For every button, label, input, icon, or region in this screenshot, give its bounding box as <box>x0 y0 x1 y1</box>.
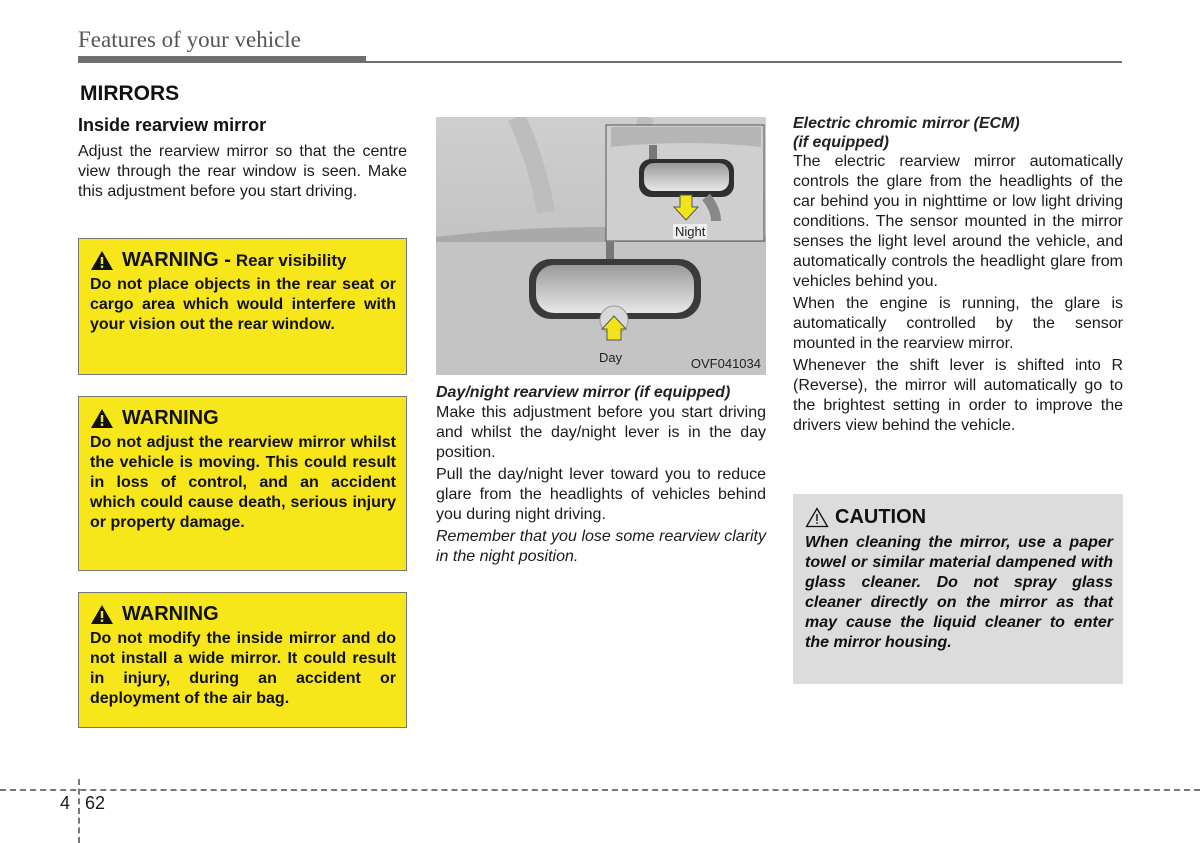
paragraph: Pull the day/night lever toward you to reduce glare from the headlights of vehicles behind you during night driving. <box>436 466 766 523</box>
caution-title-text: CAUTION <box>835 506 927 528</box>
label-night: Night <box>675 224 706 239</box>
warning-body: Do not place objects in the rear seat or cargo area which would interfere with your vision out the rear window. <box>90 276 396 333</box>
warning-body: Do not modify the inside mirror and do not install a wide mirror. It could result in injury, during an accident or deployment of the air bag. <box>90 630 396 707</box>
warning-box-rear-visibility <box>78 238 407 375</box>
caution-triangle-icon <box>805 507 829 528</box>
paragraph: Whenever the shift lever is shifted into R (Reverse), the mirror will automatically go to the brightest setting in order to improve the drivers view behind the vehicle. <box>793 357 1123 434</box>
intro-paragraph: Adjust the rearview mirror so that the centre view through the rear window is seen. Make this adjustment before you start driving. <box>78 143 407 200</box>
warning-box-modify-mirror <box>78 592 407 728</box>
warning-title-text: WARNING <box>122 603 219 625</box>
warning-triangle-icon <box>90 408 114 429</box>
mirror-photo-drawing <box>436 117 766 375</box>
photo-code: OVF041034 <box>690 356 761 371</box>
header-title: Features of your vehicle <box>78 27 301 52</box>
header-rule <box>366 61 1122 63</box>
warning-title <box>90 249 396 272</box>
ecm-heading: Electric chromic mirror (ECM) <box>793 115 1020 132</box>
warning-triangle-icon <box>90 604 114 625</box>
warning-title <box>90 407 396 430</box>
warning-subtitle: Rear visibility <box>235 250 347 270</box>
footer-rule <box>0 789 1200 791</box>
ecm-heading-qualifier: (if equipped) <box>793 134 889 151</box>
paragraph: When the engine is running, the glare is automatically controlled by the sensor mounted in the rearview mirror. <box>793 295 1123 352</box>
page-number: 62 <box>85 793 106 813</box>
warning-title <box>90 603 396 626</box>
column-left <box>78 114 407 734</box>
warning-body: Do not adjust the rearview mirror whilst the vehicle is moving. This could result in loss of control, and an accident which could cause death, serious injury or property damage. <box>90 434 396 531</box>
caution-body: When cleaning the mirror, use a paper towel or similar material dampened with glass cleaner. Do not spray glass cleaner directly on the mirror as that may cause the liquid cleaner to enter the mirror housing. <box>805 534 1113 651</box>
warning-triangle-icon <box>90 250 114 271</box>
paragraph-note: Remember that you lose some rearview clarity in the night position. <box>436 528 766 565</box>
footer-divider <box>78 779 80 843</box>
mirror-illustration <box>436 117 766 375</box>
section-title: MIRRORS <box>80 82 180 105</box>
paragraph: Make this adjustment before you start driving and whilst the day/night lever is in the day position. <box>436 404 766 461</box>
warning-title-text: WARNING <box>122 407 219 429</box>
column-middle <box>436 114 766 567</box>
column-right <box>793 114 1123 694</box>
paragraph: The electric rearview mirror automatically controls the glare from the headlights of the car behind you in nighttime or low light driving conditions. The sensor mounted in the mirror senses the light level around the vehicle, and automatically controls the headlight glare from vehicles behind you. <box>793 153 1123 290</box>
chapter-number: 4 <box>60 793 71 813</box>
warning-title-text: WARNING - <box>122 249 231 271</box>
warning-box-adjust-mirror <box>78 396 407 571</box>
subheading-inside-mirror: Inside rearview mirror <box>78 115 267 135</box>
header-bar <box>78 56 366 63</box>
caption-day-night-mirror: Day/night rearview mirror (if equipped) <box>436 384 731 401</box>
label-day: Day <box>599 350 623 365</box>
caution-box <box>793 494 1123 684</box>
caution-title <box>805 506 1113 529</box>
